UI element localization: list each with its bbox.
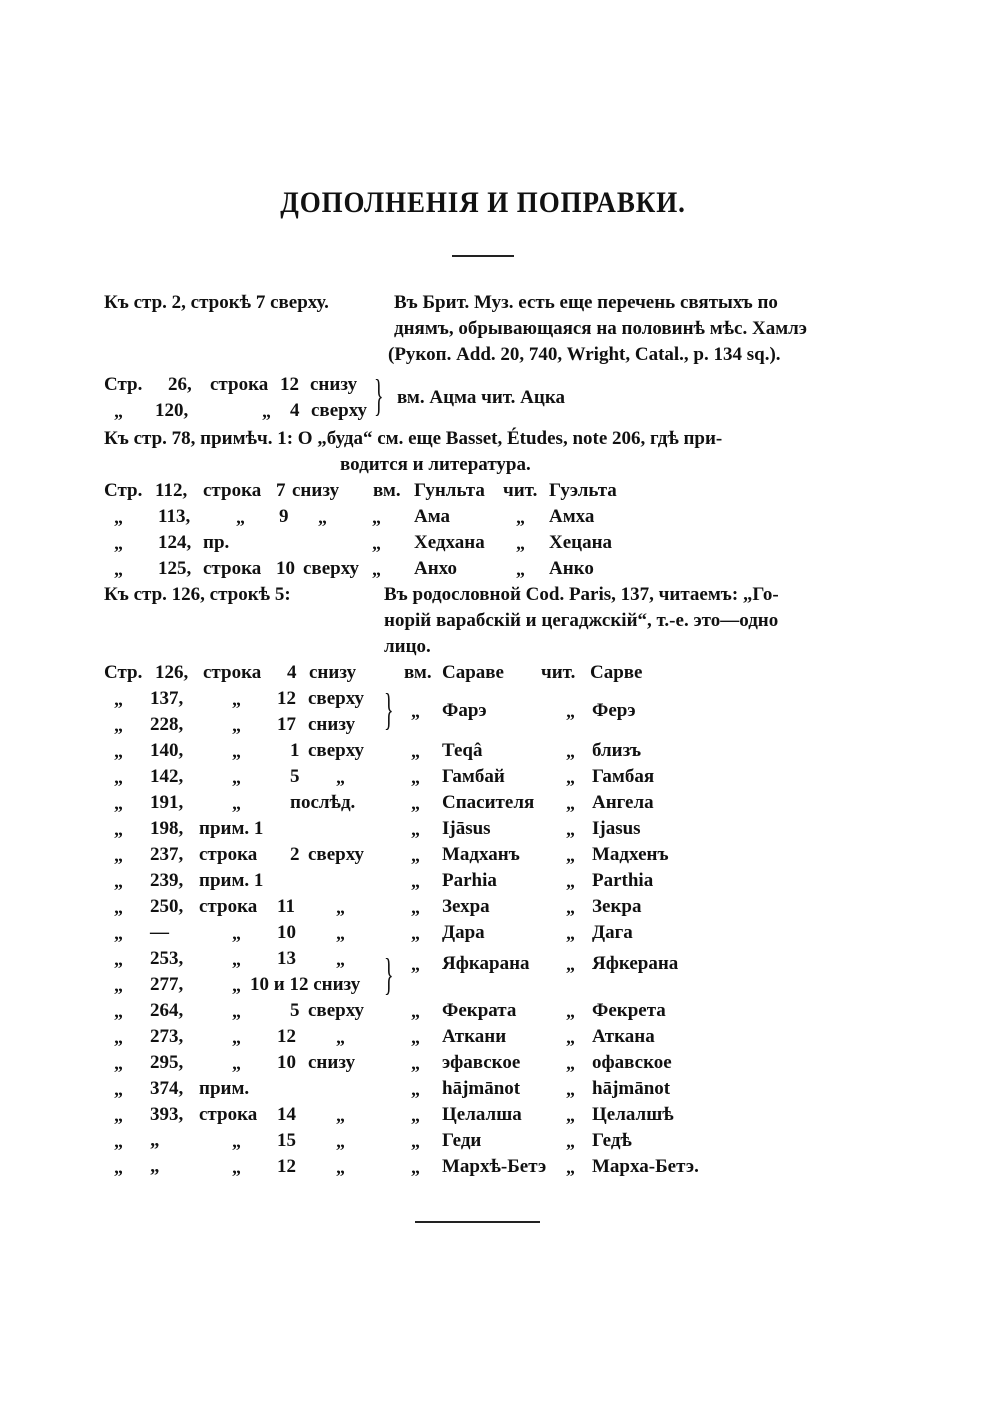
- row-wrong-reading: Зехра: [442, 896, 490, 917]
- row-ditto: „: [114, 1053, 123, 1073]
- note3-line2: водится и литература.: [340, 454, 531, 475]
- row-line-number: 2: [290, 844, 300, 865]
- row-ditto-chit: „: [566, 1079, 575, 1099]
- row-page: 295,: [150, 1052, 184, 1073]
- table-head-dir: снизу: [309, 662, 357, 683]
- row-ditto-chit: „: [566, 767, 575, 787]
- row-ditto-chit: „: [566, 1001, 575, 1021]
- row-correct-reading: офавское: [592, 1052, 672, 1073]
- row-kind: „: [232, 949, 241, 969]
- note4-kind: строка: [203, 480, 262, 501]
- row-ditto-vm: „: [411, 897, 420, 917]
- row-wrong-reading: Геди: [442, 1130, 482, 1151]
- row-wrong-reading: эфавское: [442, 1052, 521, 1073]
- row-ditto: „: [114, 1131, 123, 1151]
- row-kind: „: [232, 1157, 241, 1177]
- row-correct-reading: Зекра: [592, 896, 642, 917]
- row-direction: „: [336, 923, 345, 943]
- note2-page-b: 120,: [155, 400, 189, 421]
- row-correct-reading: Ijasus: [592, 818, 641, 839]
- row-direction: „: [336, 1105, 345, 1125]
- note4-head: Стр.: [104, 480, 143, 501]
- row-page: —: [150, 922, 169, 943]
- note4-page: 112,: [155, 480, 188, 501]
- row-ditto-chit: „: [566, 897, 575, 917]
- row-ditto: „: [114, 767, 123, 787]
- row-correct-reading: Дага: [592, 922, 633, 943]
- row-line-number: 15: [277, 1130, 296, 1151]
- row-ditto-vm: „: [411, 871, 420, 891]
- row-ditto: „: [114, 793, 123, 813]
- note2-dir-b: сверху: [311, 400, 367, 421]
- note6-ditto-vm: „: [372, 533, 381, 553]
- row-kind: „: [232, 741, 241, 761]
- row-ditto: „: [114, 1079, 123, 1099]
- note5-wrong: Ама: [414, 506, 451, 527]
- row-direction: „: [336, 1027, 345, 1047]
- note2-kind-a: строка: [210, 374, 269, 395]
- note3-line1: Къ стр. 78, примѣч. 1: О „буда“ см. еще Basset, Études, note 206, гдѣ при-: [104, 428, 723, 449]
- row-direction: сверху: [308, 844, 364, 865]
- row-ditto: „: [114, 871, 123, 891]
- row-ditto: „: [114, 923, 123, 943]
- row-kind: прим. 1: [199, 818, 264, 839]
- row-page: „: [150, 1130, 160, 1151]
- row-ditto-vm: „: [411, 701, 420, 721]
- row-kind: „: [232, 1027, 241, 1047]
- note8-line3: лицо.: [384, 636, 431, 657]
- row-direction: послѣд.: [290, 792, 356, 813]
- row-page: 393,: [150, 1104, 184, 1125]
- table-head-page: 126,: [155, 662, 189, 683]
- row-direction: „: [336, 1157, 345, 1177]
- row-correct-reading: Ангела: [592, 792, 654, 813]
- row-page: 228,: [150, 714, 184, 735]
- row-correct-reading: Parthia: [592, 870, 654, 891]
- row-line-number: 10: [277, 1052, 296, 1073]
- page-title: ДОПОЛНЕНІЯ И ПОПРАВКИ.: [280, 186, 686, 219]
- table-head-chit: чит.: [541, 662, 576, 683]
- row-correct-reading: близъ: [592, 740, 642, 761]
- row-ditto-vm: „: [411, 1105, 420, 1125]
- row-direction: „: [336, 949, 345, 969]
- note5-ditto-vm: „: [372, 507, 381, 527]
- row-direction: сверху: [308, 740, 364, 761]
- table-head-kind: строка: [203, 662, 262, 683]
- table-head: Стр.: [104, 662, 143, 683]
- row-wrong-reading: Мархѣ-Бетэ: [442, 1156, 547, 1177]
- row-direction: „: [336, 897, 345, 917]
- row-wrong-reading: Аткани: [442, 1026, 507, 1047]
- rows-brace-2: }: [384, 950, 394, 999]
- note2-head: Стр.: [104, 374, 143, 395]
- row-wrong-reading: Фарэ: [442, 700, 487, 721]
- row-ditto-vm: „: [411, 1001, 420, 1021]
- row-ditto: „: [114, 1001, 123, 1021]
- row-ditto-vm: „: [411, 741, 420, 761]
- row-wrong-reading: Ijāsus: [442, 818, 491, 839]
- row-page: 191,: [150, 792, 184, 813]
- row-correct-reading: Ферэ: [592, 700, 636, 721]
- row-wrong-reading: Гамбай: [442, 766, 505, 787]
- row-line-number: 12: [277, 1156, 296, 1177]
- row-wrong-reading: Фекрата: [442, 1000, 517, 1021]
- note5-ditto-dir: „: [318, 507, 327, 527]
- row-ditto-vm: „: [411, 1131, 420, 1151]
- note2-dir-a: снизу: [310, 374, 358, 395]
- note5-page: 113,: [158, 506, 191, 527]
- row-correct-reading: Аткана: [592, 1026, 655, 1047]
- note8-line2: норій варабскій и цегаджскій“, т.-е. это—одно: [384, 610, 779, 631]
- note5-num: 9: [279, 506, 289, 527]
- row-direction: „: [336, 767, 345, 787]
- row-ditto: „: [114, 897, 123, 917]
- row-page: 239,: [150, 870, 184, 891]
- row-ditto: „: [114, 1157, 123, 1177]
- row-wrong-reading: Мадханъ: [442, 844, 520, 865]
- note2-ditto-b: „: [114, 401, 123, 421]
- row-page: 253,: [150, 948, 184, 969]
- row-kind: „: [232, 715, 241, 735]
- row-correct-reading: Яфкерана: [592, 953, 679, 974]
- note2-num-a: 12: [280, 374, 299, 395]
- row-line-number: 10: [277, 922, 296, 943]
- row-direction: сверху: [308, 1000, 364, 1021]
- row-ditto-vm: „: [411, 1053, 420, 1073]
- row-page: 237,: [150, 844, 184, 865]
- note6-ditto: „: [114, 533, 123, 553]
- note4-right: Гуэльта: [549, 480, 617, 501]
- note6-page: 124,: [158, 532, 192, 553]
- row-ditto: „: [114, 975, 123, 995]
- row-direction: снизу: [308, 1052, 356, 1073]
- note2-brace: }: [374, 371, 384, 420]
- row-ditto-vm: „: [411, 793, 420, 813]
- row-line-number: 12: [277, 688, 296, 709]
- row-direction: „: [336, 1131, 345, 1151]
- row-wrong-reading: Спасителя: [442, 792, 535, 813]
- row-ditto-chit: „: [566, 741, 575, 761]
- row-page: „: [150, 1156, 160, 1177]
- note2-ditto-kind: „: [262, 401, 271, 421]
- title-rule: [452, 255, 514, 257]
- row-line-number: 1: [290, 740, 300, 761]
- row-page: 198,: [150, 818, 184, 839]
- note2-fix: вм. Ацма чит. Ацка: [397, 387, 566, 408]
- row-direction: снизу: [308, 714, 356, 735]
- row-kind: „: [232, 689, 241, 709]
- row-ditto-chit: „: [566, 954, 575, 974]
- row-kind: „: [232, 975, 241, 995]
- note5-ditto-kind: „: [236, 507, 245, 527]
- note7-ditto-chit: „: [516, 559, 525, 579]
- row-kind: строка: [199, 1104, 258, 1125]
- row-wrong-reading: Parhia: [442, 870, 497, 891]
- note4-num: 7: [276, 480, 286, 501]
- note6-kind: пр.: [203, 532, 230, 553]
- note1-line1: Въ Брит. Муз. есть еще перечень святыхъ по: [394, 292, 778, 313]
- row-page: 374,: [150, 1078, 184, 1099]
- row-correct-reading: hājmānot: [592, 1078, 671, 1099]
- row-wrong-reading: hājmānot: [442, 1078, 521, 1099]
- note7-ditto-vm: „: [372, 559, 381, 579]
- row-kind: строка: [199, 844, 258, 865]
- row-wrong-reading: Теqâ: [442, 740, 483, 761]
- row-ditto-chit: „: [566, 819, 575, 839]
- note1-line2: днямъ, обрывающаяся на половинѣ мѣс. Хамлэ: [394, 318, 808, 339]
- row-page: 140,: [150, 740, 184, 761]
- note7-dir: сверху: [303, 558, 359, 579]
- row-ditto-vm: „: [411, 923, 420, 943]
- row-page: 137,: [150, 688, 184, 709]
- row-correct-reading: Гамбая: [592, 766, 655, 787]
- row-correct-reading: Мадхенъ: [592, 844, 669, 865]
- row-line-number: 11: [277, 896, 295, 917]
- row-kind: „: [232, 793, 241, 813]
- note7-page: 125,: [158, 558, 192, 579]
- row-ditto-chit: „: [566, 793, 575, 813]
- row-correct-reading: Фекрета: [592, 1000, 666, 1021]
- closing-rule: [415, 1221, 540, 1223]
- note4-dir: снизу: [292, 480, 340, 501]
- table-head-right: Сарве: [590, 662, 643, 683]
- row-correct-reading: Целалшѣ: [592, 1104, 674, 1125]
- rows-brace-1: }: [384, 685, 394, 734]
- row-kind: прим.: [199, 1078, 250, 1099]
- row-ditto-vm: „: [411, 1079, 420, 1099]
- row-direction: сверху: [308, 688, 364, 709]
- row-line-number: 10 и 12 снизу: [250, 974, 361, 995]
- row-correct-reading: Гедѣ: [592, 1130, 632, 1151]
- row-ditto-chit: „: [566, 1131, 575, 1151]
- row-page: 277,: [150, 974, 184, 995]
- row-ditto-vm: „: [411, 1027, 420, 1047]
- row-ditto: „: [114, 1027, 123, 1047]
- note4-wrong: Гунльта: [414, 480, 485, 501]
- row-ditto-chit: „: [566, 701, 575, 721]
- row-ditto-chit: „: [566, 871, 575, 891]
- row-ditto: „: [114, 741, 123, 761]
- row-line-number: 5: [290, 766, 300, 787]
- row-wrong-reading: Яфкарана: [442, 953, 530, 974]
- table-head-vm: вм.: [404, 662, 432, 683]
- row-kind: „: [232, 1053, 241, 1073]
- row-ditto-chit: „: [566, 1157, 575, 1177]
- note7-kind: строка: [203, 558, 262, 579]
- note1-head: Къ стр. 2, строкѣ 7 сверху.: [104, 292, 329, 313]
- row-ditto-vm: „: [411, 767, 420, 787]
- note4-chit: чит.: [503, 480, 538, 501]
- note5-right: Амха: [549, 506, 595, 527]
- note5-ditto: „: [114, 507, 123, 527]
- note6-wrong: Хедхана: [414, 532, 485, 553]
- row-ditto: „: [114, 819, 123, 839]
- note5-ditto-chit: „: [516, 507, 525, 527]
- row-line-number: 13: [277, 948, 296, 969]
- row-ditto-chit: „: [566, 1105, 575, 1125]
- row-correct-reading: Марха-Бетэ.: [592, 1156, 699, 1177]
- note1-line3: (Рукоп. Add. 20, 740, Wright, Catal., p. 134 sq.).: [388, 344, 781, 365]
- row-ditto-chit: „: [566, 1053, 575, 1073]
- row-page: 273,: [150, 1026, 184, 1047]
- note7-right: Анко: [549, 558, 594, 579]
- row-ditto: „: [114, 715, 123, 735]
- note8-head: Къ стр. 126, строкѣ 5:: [104, 584, 291, 605]
- note4-vm: вм.: [373, 480, 401, 501]
- row-ditto-vm: „: [411, 819, 420, 839]
- row-kind: „: [232, 1131, 241, 1151]
- note6-right: Хецана: [549, 532, 613, 553]
- row-line-number: 5: [290, 1000, 300, 1021]
- row-ditto-chit: „: [566, 923, 575, 943]
- row-kind: строка: [199, 896, 258, 917]
- note8-line1: Въ родословной Cod. Paris, 137, читаемъ: „Го-: [384, 584, 779, 605]
- note7-wrong: Анхо: [414, 558, 457, 579]
- note2-num-b: 4: [290, 400, 300, 421]
- row-ditto-vm: „: [411, 845, 420, 865]
- row-page: 142,: [150, 766, 184, 787]
- table-head-wrong: Сараве: [442, 662, 504, 683]
- row-kind: прим. 1: [199, 870, 264, 891]
- row-wrong-reading: Целалша: [442, 1104, 522, 1125]
- note7-ditto: „: [114, 559, 123, 579]
- table-head-num: 4: [287, 662, 297, 683]
- row-ditto-vm: „: [411, 954, 420, 974]
- row-ditto: „: [114, 845, 123, 865]
- note2-page-a: 26,: [168, 374, 192, 395]
- row-kind: „: [232, 1001, 241, 1021]
- row-line-number: 17: [277, 714, 296, 735]
- row-ditto: „: [114, 1105, 123, 1125]
- row-page: 250,: [150, 896, 184, 917]
- row-wrong-reading: Дара: [442, 922, 485, 943]
- note6-ditto-chit: „: [516, 533, 525, 553]
- row-page: 264,: [150, 1000, 184, 1021]
- row-kind: „: [232, 767, 241, 787]
- row-ditto-vm: „: [411, 1157, 420, 1177]
- row-ditto-chit: „: [566, 845, 575, 865]
- row-ditto: „: [114, 689, 123, 709]
- row-line-number: 12: [277, 1026, 296, 1047]
- row-kind: „: [232, 923, 241, 943]
- note7-num: 10: [276, 558, 295, 579]
- row-ditto-chit: „: [566, 1027, 575, 1047]
- row-line-number: 14: [277, 1104, 296, 1125]
- row-ditto: „: [114, 949, 123, 969]
